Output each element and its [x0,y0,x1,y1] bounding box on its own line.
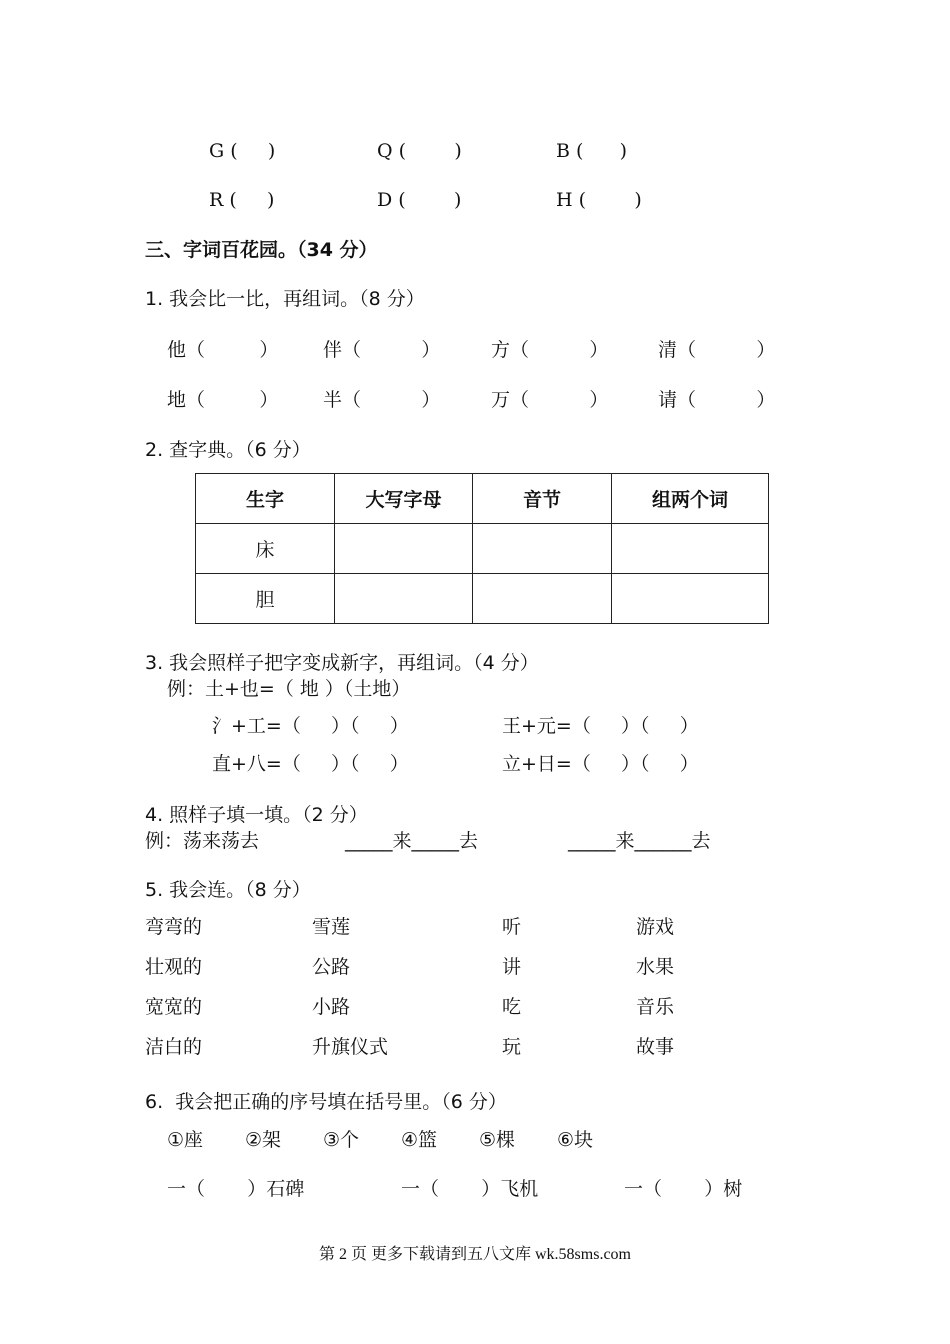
q2-title: 2. 查字典。（6 分） [145,439,311,461]
page-footer: 第 2 页 更多下载请到五八文库 wk.58sms.com [318,1246,631,1263]
q1-item: 他（ ） [167,339,279,361]
table-cell-blank[interactable] [473,524,612,574]
q5-title: 5. 我会连。（8 分） [145,879,311,901]
q1-item: 地（ ） [167,389,279,411]
match-item[interactable]: 洁白的 [145,1036,203,1058]
match-item[interactable]: 宽宽的 [145,996,203,1018]
table-header: 组两个词 [612,474,769,524]
q6-blank[interactable]: 一（ ）石碑 [167,1178,305,1200]
match-item[interactable]: 水果 [636,956,675,978]
q4-title: 4. 照样子填一填。（2 分） [145,804,368,826]
match-item[interactable]: 听 [502,916,522,938]
q6-title: 6. 我会把正确的序号填在括号里。（6 分） [145,1091,507,1113]
q3-title: 3. 我会照样子把字变成新字，再组词。（4 分） [145,652,539,674]
q3-example: 例：土+也=（ 地 ）（土地） [167,678,411,700]
match-item[interactable]: 讲 [502,956,522,978]
section-heading: 三、字词百花园。（34 分） [145,239,378,261]
table-cell-blank[interactable] [335,524,473,574]
match-item[interactable]: 公路 [312,956,351,978]
q6-option: ④篮 [401,1129,438,1151]
q6-option: ②架 [245,1129,282,1151]
q6-blank[interactable]: 一（ ）树 [624,1178,743,1200]
match-item[interactable]: 雪莲 [312,916,351,938]
letter-h: H ( ) [556,189,642,211]
table-header: 生字 [196,474,335,524]
q6-option: ⑥块 [557,1129,594,1151]
letter-r: R ( ) [209,189,275,211]
q4-blank[interactable]: _____来______去 [568,830,711,852]
match-item[interactable]: 音乐 [636,996,675,1018]
match-item[interactable]: 故事 [636,1036,675,1058]
letter-b: B ( ) [556,140,628,162]
table-cell-blank[interactable] [335,574,473,624]
q3-item: 氵+工=（ ）（ ） [212,715,409,737]
q1-item: 伴（ ） [323,339,441,361]
q6-option: ①座 [167,1129,204,1151]
table-cell-blank[interactable] [473,574,612,624]
q1-item: 清（ ） [658,339,776,361]
letter-g: G ( ) [209,140,276,162]
q3-item: 王+元=（ ）（ ） [502,715,699,737]
table-cell-blank[interactable] [612,574,769,624]
match-item[interactable]: 游戏 [636,916,675,938]
q3-item: 直+八=（ ）（ ） [212,753,409,775]
letter-d: D ( ) [377,189,462,211]
match-item[interactable]: 小路 [312,996,351,1018]
match-item[interactable]: 升旗仪式 [312,1036,389,1058]
match-item[interactable]: 吃 [502,996,522,1018]
q6-blank[interactable]: 一（ ）飞机 [401,1178,539,1200]
q1-item: 方（ ） [491,339,609,361]
q1-item: 万（ ） [491,389,609,411]
table-cell-char: 床 [196,524,335,574]
q3-item: 立+日=（ ）（ ） [502,753,699,775]
table-cell-blank[interactable] [612,524,769,574]
q1-item: 请（ ） [658,389,776,411]
table-header: 音节 [473,474,612,524]
q4-example: 例：荡来荡去 [145,830,260,852]
match-item[interactable]: 壮观的 [145,956,203,978]
table-cell-char: 胆 [196,574,335,624]
match-item[interactable]: 玩 [502,1036,522,1058]
match-item[interactable]: 弯弯的 [145,916,203,938]
q6-option: ③个 [323,1129,360,1151]
q6-option: ⑤棵 [479,1129,516,1151]
table-header: 大写字母 [335,474,473,524]
q1-item: 半（ ） [323,389,441,411]
letter-q: Q ( ) [377,140,462,162]
q1-title: 1. 我会比一比，再组词。（8 分） [145,288,425,310]
dictionary-table [195,473,769,624]
q4-blank[interactable]: _____来_____去 [345,830,479,852]
